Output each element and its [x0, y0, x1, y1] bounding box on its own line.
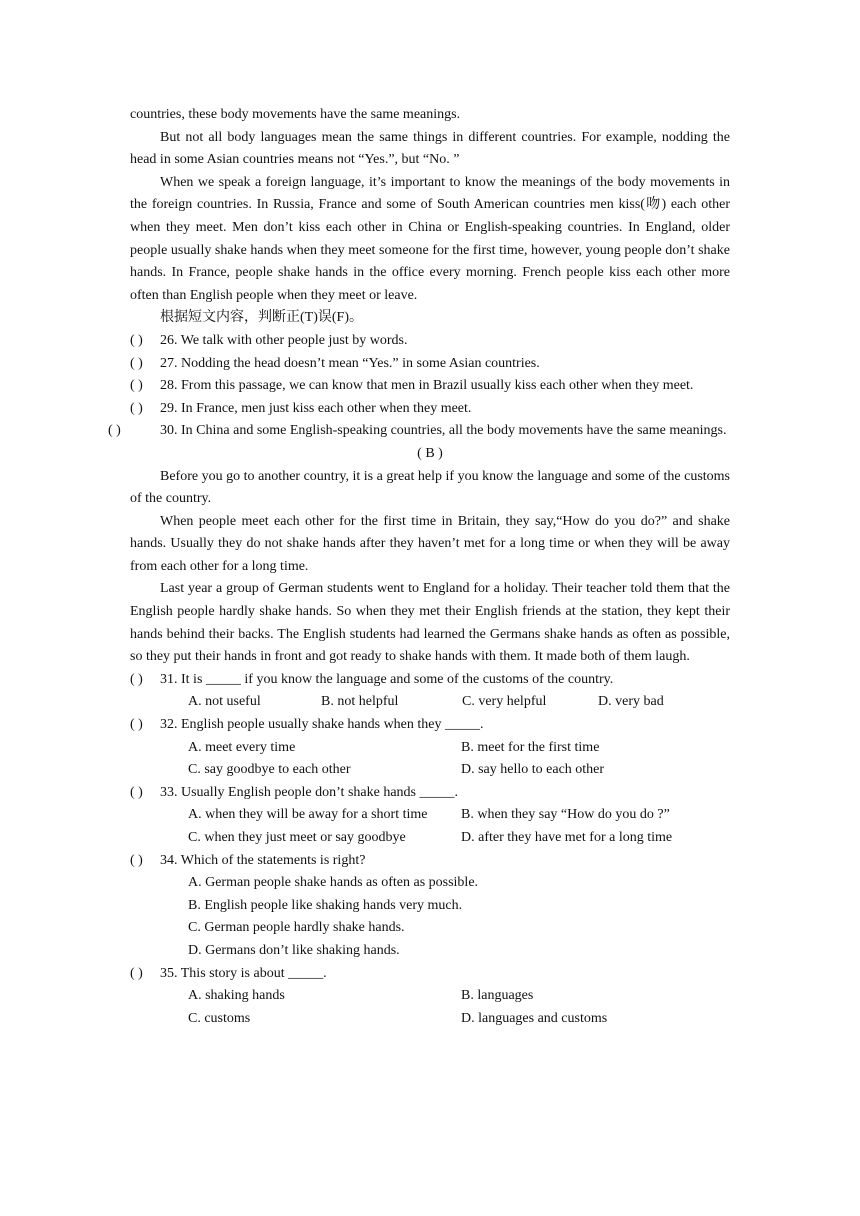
option-a[interactable]: A. not useful — [188, 694, 261, 710]
question-stem: 32. English people usually shake hands when they _____. — [160, 717, 484, 733]
answer-blank[interactable]: ( ) — [130, 784, 143, 800]
passage-b-paragraph-1: Before you go to another country, it is a great help if you know the language and some of the customs of the country. — [130, 468, 730, 507]
option-c[interactable]: C. when they just meet or say goodbye — [188, 830, 406, 845]
option-b[interactable]: B. meet for the first time — [461, 739, 600, 755]
options-row — [130, 804, 730, 827]
tf-instruction: 根据短文内容，判断正(T)误(F)。 — [160, 310, 363, 326]
tf-question-29 — [130, 398, 730, 421]
options-row — [130, 1008, 730, 1031]
passage-b-paragraph-3: Last year a group of German students went to England for a holiday. Their teacher told them that the English people hardly shake hands. So when they met their English friends at the station, they kept their hands behind their backs. The English students had learned the Germans shake hands as often as possible, so they put their hands in front and got ready to shake hands with them. It made both of them laugh. — [130, 581, 730, 665]
option-b[interactable]: B. English people like shaking hands very much. — [188, 897, 463, 913]
tf-question-26 — [130, 330, 730, 353]
passage-a-paragraph-0: countries, these body movements have the same meanings. — [130, 107, 461, 122]
option-d[interactable]: D. languages and customs — [461, 1010, 608, 1026]
answer-blank[interactable]: ( ) — [108, 423, 121, 439]
option-d[interactable]: D. Germans don’t like shaking hands. — [188, 942, 400, 958]
section-b-heading: ( B ) — [417, 445, 443, 461]
passage-a-paragraph-1: But not all body languages mean the same things in different countries. For example, nodding the head in some Asian countries means not “Yes.”, but “No. ” — [130, 129, 730, 168]
option-b[interactable]: B. when they say “How do you do ?” — [461, 807, 670, 823]
options-row — [130, 759, 730, 782]
question-stem: 33. Usually English people don’t shake hands _____. — [160, 784, 458, 800]
mc-question-32 — [130, 714, 730, 737]
answer-blank[interactable]: ( ) — [130, 717, 143, 733]
tf-question-28 — [130, 375, 730, 398]
option-c[interactable]: C. say goodbye to each other — [188, 762, 351, 778]
question-stem: 35. This story is about _____. — [160, 965, 327, 981]
answer-blank[interactable]: ( ) — [130, 965, 143, 981]
question-text: 28. From this passage, we can know that men in Brazil usually kiss each other when they meet. — [160, 378, 694, 394]
mc-question-34 — [130, 850, 730, 873]
tf-question-30 — [108, 420, 730, 443]
answer-blank[interactable]: ( ) — [130, 852, 143, 868]
option-c[interactable]: C. German people hardly shake hands. — [188, 920, 405, 936]
answer-blank[interactable]: ( ) — [130, 400, 143, 416]
option-d[interactable]: D. very bad — [598, 694, 664, 710]
option-b[interactable]: B. not helpful — [321, 694, 399, 710]
document-page — [108, 104, 730, 1030]
option-a[interactable]: A. shaking hands — [188, 988, 285, 1004]
option-b[interactable]: B. languages — [461, 988, 534, 1004]
options-row — [130, 691, 730, 714]
passage-b-paragraph-2: When people meet each other for the first time in Britain, they say,“How do you do?” and shake hands. Usually they do not shake hands after they haven’t met for a long time or when they will be away from each other for a long time. — [130, 513, 730, 574]
options-row — [130, 737, 730, 760]
question-stem: 31. It is _____ if you know the language and some of the customs of the country. — [160, 671, 614, 687]
question-text: 26. We talk with other people just by words. — [160, 332, 408, 348]
question-text: 29. In France, men just kiss each other when they meet. — [160, 400, 472, 416]
option-a[interactable]: A. meet every time — [188, 739, 296, 755]
answer-blank[interactable]: ( ) — [130, 332, 143, 348]
options-row — [130, 985, 730, 1008]
answer-blank[interactable]: ( ) — [130, 671, 143, 687]
option-c[interactable]: C. customs — [188, 1010, 251, 1026]
answer-blank[interactable]: ( ) — [130, 355, 143, 371]
mc-question-35 — [130, 963, 730, 986]
passage-a-paragraph-2: When we speak a foreign language, it’s important to know the meanings of the body movements in the foreign countries. In Russia, France and some of South American countries men kiss(吻) each other when they meet. Men don’t kiss each other in China or English-speaking countries. In England, older people usually shake hands when they meet someone for the first time, however, young people don’t shake hands. In France, people shake hands in the office every morning. French people kiss each other more often than English people when they meet or leave. — [130, 174, 730, 303]
answer-blank[interactable]: ( ) — [130, 378, 143, 394]
option-a[interactable]: A. when they will be away for a short time — [188, 807, 428, 823]
question-stem: 34. Which of the statements is right? — [160, 852, 366, 868]
option-a[interactable]: A. German people shake hands as often as possible. — [188, 875, 479, 891]
option-c[interactable]: C. very helpful — [462, 694, 547, 710]
option-d[interactable]: D. after they have met for a long time — [461, 830, 673, 845]
question-text: 27. Nodding the head doesn’t mean “Yes.” in some Asian countries. — [160, 355, 540, 371]
mc-question-33 — [130, 782, 730, 805]
option-d[interactable]: D. say hello to each other — [461, 762, 605, 778]
question-text: 30. In China and some English-speaking countries, all the body movements have the same meanings. — [160, 423, 727, 439]
tf-question-27 — [130, 353, 730, 376]
mc-question-31 — [130, 669, 730, 692]
options-row — [130, 827, 730, 850]
